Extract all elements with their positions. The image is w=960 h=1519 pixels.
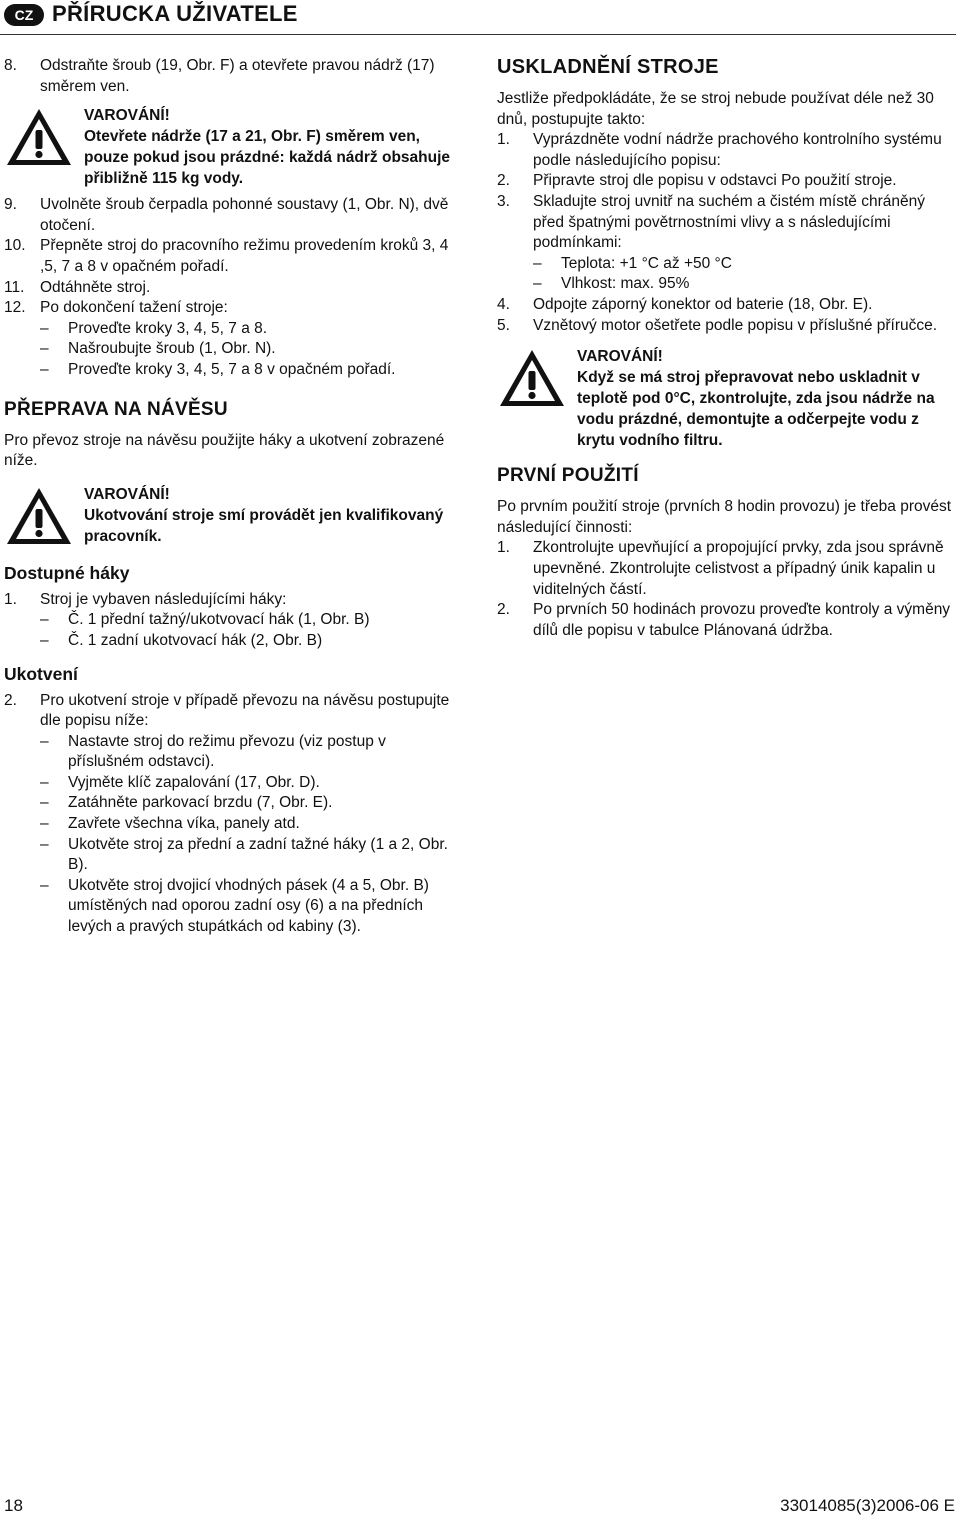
list-item: – Zavřete všechna víka, panely atd.	[40, 815, 300, 833]
list-item: – Vlhkost: max. 95%	[533, 275, 690, 293]
first-use-step-2: 2. Po prvních 50 hodinách provozu proveďte kontroly a výměny dílů dle popisu v tabulce Plánovaná údržba.	[497, 601, 951, 639]
list-item: – Nastavte stroj do režimu převozu (viz postup v příslušném odstavci).	[40, 732, 386, 771]
storage-step-2: 2. Připravte stroj dle popisu v odstavci Po použití stroje.	[497, 172, 897, 190]
section-heading: PŘEPRAVA NA NÁVĚSU	[4, 398, 228, 420]
warning-title: VAROVÁNÍ!	[577, 348, 663, 366]
storage-step-5: 5. Vznětový motor ošetřete podle popisu v příslušné příručce.	[497, 316, 938, 334]
document-code: 33014085(3)2006-06 E	[780, 1496, 955, 1515]
subsection-heading: Ukotvení	[4, 663, 78, 684]
page-number: 18	[4, 1496, 23, 1515]
left-column	[4, 56, 462, 938]
warning-box	[4, 484, 462, 553]
section-heading: PRVNÍ POUŽITÍ	[497, 465, 639, 487]
header-rule	[0, 34, 956, 35]
list-item: – Proveďte kroky 3, 4, 5, 7 a 8.	[40, 319, 268, 337]
warning-title: VAROVÁNÍ!	[84, 107, 170, 125]
warning-text: Ukotvování stroje smí provádět jen kvalifikovaný pracovník.	[84, 506, 444, 545]
step-8: 8. Odstraňte šroub (19, Obr. F) a otevřete pravou nádrž (17) směrem ven.	[4, 57, 435, 95]
page-title: PŘÍRUCKA UŽIVATELE	[52, 1, 298, 26]
anchor-item: 2. Pro ukotvení stroje v případě převozu na návěsu postupujte dle popisu níže:	[4, 691, 450, 730]
warning-icon	[4, 105, 84, 189]
paragraph: Jestliže předpokládáte, že se stroj nebude používat déle než 30 dnů, postupujte takto:	[497, 90, 934, 128]
paragraph: Pro převoz stroje na návěsu použijte háky a ukotvení zobrazené níže.	[4, 431, 445, 470]
step-9: 9. Uvolněte šroub čerpadla pohonné soustavy (1, Obr. N), dvě otočení.	[4, 196, 449, 234]
list-item: – Proveďte kroky 3, 4, 5, 7 a 8 v opačném pořadí.	[40, 360, 396, 378]
page-header	[0, 0, 960, 36]
step-12: 12. Po dokončení tažení stroje:	[4, 299, 228, 317]
warning-title: VAROVÁNÍ!	[84, 485, 170, 503]
language-badge: CZ	[4, 4, 44, 26]
first-use-step-1: 1. Zkontrolujte upevňující a propojující prvky, zda jsou správně upevněné. Zkontrolujte celistvost a případný únik kapalin u viditelných částí.	[497, 539, 944, 598]
step-10: 10. Přepněte stroj do pracovního režimu provedením kroků 3, 4 ,5, 7 a 8 v opačném pořadí.	[4, 237, 449, 275]
subsection-heading: Dostupné háky	[4, 562, 130, 583]
list-item: – Č. 1 přední tažný/ukotvovací hák (1, Obr. B)	[40, 611, 370, 629]
storage-step-4: 4. Odpojte záporný konektor od baterie (18, Obr. E).	[497, 295, 873, 313]
storage-step-3: 3. Skladujte stroj uvnitř na suchém a čistém místě chráněný před špatnými povětrnostními vlivy a s následujícími podmínkami:	[497, 192, 925, 252]
warning-icon	[4, 484, 84, 553]
list-item: – Vyjměte klíč zapalování (17, Obr. D).	[40, 773, 320, 791]
storage-step-1: 1. Vyprázdněte vodní nádrže prachového kontrolního systému podle následujícího popisu:	[497, 131, 942, 169]
warning-box	[4, 105, 462, 189]
warning-icon	[497, 346, 577, 451]
list-item: – Č. 1 zadní ukotvovací hák (2, Obr. B)	[40, 631, 323, 649]
warning-box	[497, 346, 957, 451]
list-item: – Ukotvěte stroj za přední a zadní tažné háky (1 a 2, Obr. B).	[40, 835, 448, 874]
hooks-item: 1. Stroj je vybaven následujícími háky:	[4, 590, 287, 608]
list-item: – Teplota: +1 °C až +50 °C	[533, 254, 732, 272]
step-11: 11. Odtáhněte stroj.	[4, 278, 151, 296]
paragraph: Po prvním použití stroje (prvních 8 hodin provozu) je třeba provést následující činnosti:	[497, 498, 952, 536]
warning-text: Když se má stroj přepravovat nebo uskladnit v teplotě pod 0°C, zkontrolujte, zda jsou nádrže na vodu prázdné, demontujte a odčerpejte vodu z krytu vodního filtru.	[577, 369, 935, 450]
list-item: – Zatáhněte parkovací brzdu (7, Obr. E).	[40, 794, 333, 812]
list-item: – Našroubujte šroub (1, Obr. N).	[40, 340, 276, 358]
warning-text: Otevřete nádrže (17 a 21, Obr. F) směrem ven, pouze pokud jsou prázdné: každá nádrž obsahuje přibližně 115 kg vody.	[84, 128, 451, 188]
right-column	[497, 56, 957, 641]
section-heading: USKLADNĚNÍ STROJE	[497, 56, 719, 78]
list-item: – Ukotvěte stroj dvojicí vhodných pásek (4 a 5, Obr. B) umístěných nad oporou zadní osy (6) a na předních levých a pravých stupátkách od kabiny (3).	[40, 876, 429, 936]
